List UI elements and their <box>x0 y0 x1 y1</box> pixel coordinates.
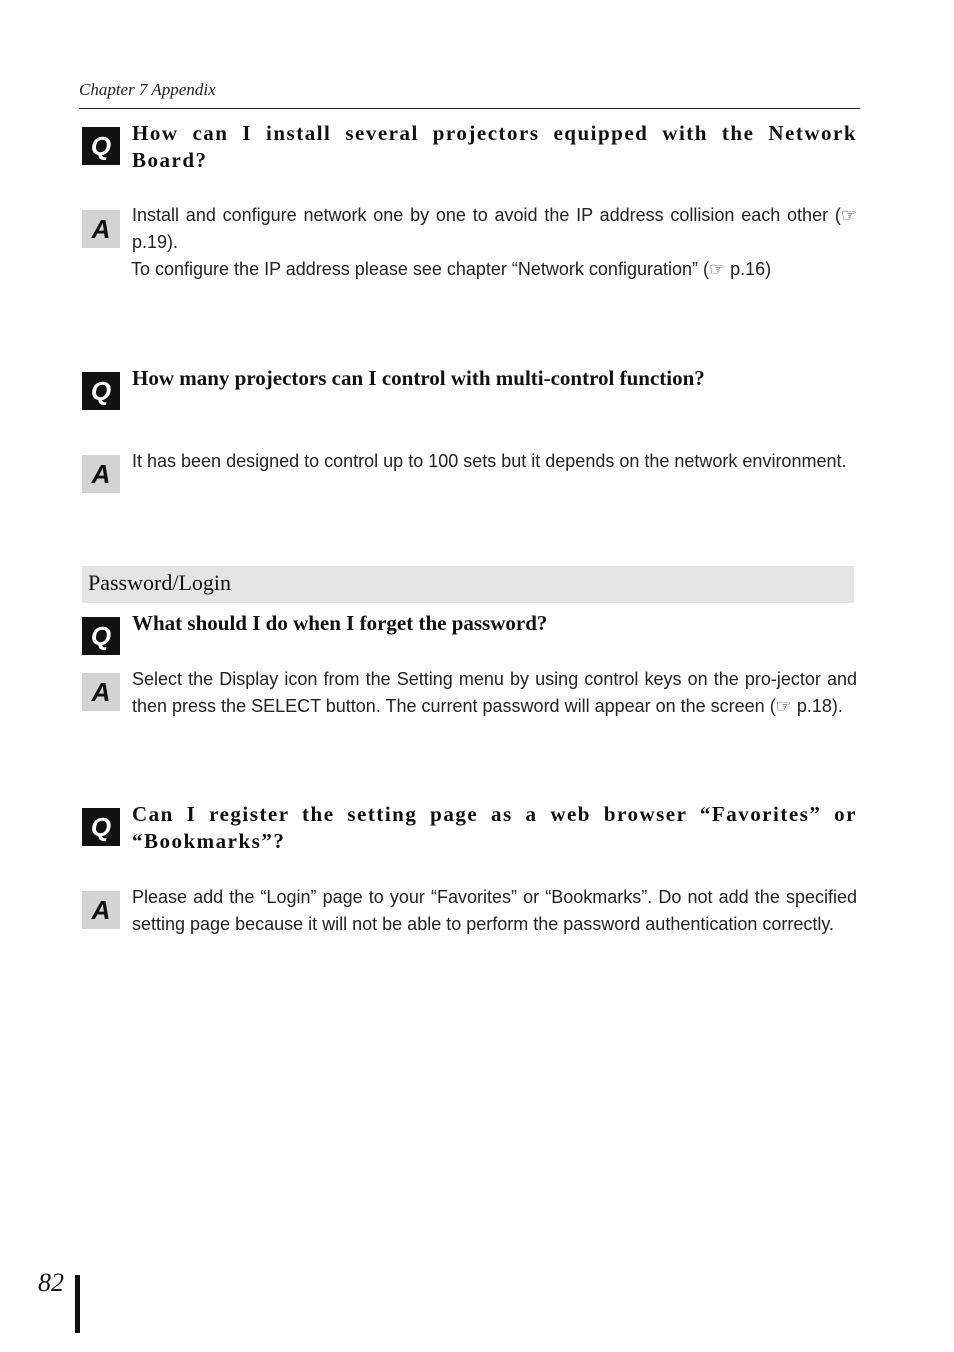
question-badge: Q <box>82 808 120 846</box>
answer-badge: A <box>82 673 120 711</box>
answer-1-line-1: Install and configure network one by one to avoid the IP address collision each other (☞ p.19). <box>132 205 857 252</box>
section-title: Password/Login <box>88 570 231 595</box>
question-3: What should I do when I forget the password? <box>132 611 548 635</box>
answer-badge: A <box>82 210 120 248</box>
answer-2: It has been designed to control up to 100 sets but it depends on the network environment. <box>132 451 847 471</box>
question-2: How many projectors can I control with multi-control function? <box>132 366 705 390</box>
chapter-header: Chapter 7 Appendix <box>79 80 216 99</box>
answer-badge: A <box>82 891 120 929</box>
answer-1-line-2: To configure the IP address please see chapter “Network configuration” (☞ p.16) <box>131 259 772 279</box>
question-1: How can I install several projectors equipped with the Network Board? <box>132 121 857 172</box>
question-badge: Q <box>82 372 120 410</box>
page-number: 82 <box>38 1268 64 1297</box>
question-badge: Q <box>82 127 120 165</box>
page-number-bar <box>75 1275 80 1333</box>
answer-badge: A <box>82 455 120 493</box>
answer-1 <box>132 202 857 283</box>
answer-4: Please add the “Login” page to your “Favorites” or “Bookmarks”. Do not add the specified setting page because it will not be able to perform the password authentication correctly. <box>132 887 857 934</box>
answer-3: Select the Display icon from the Setting menu by using control keys on the pro-jector and then press the SELECT button. The current password will appear on the screen (☞ p.18). <box>132 669 857 716</box>
question-4: Can I register the setting page as a web browser “Favorites” or “Bookmarks”? <box>132 802 857 853</box>
header-rule <box>79 108 860 109</box>
section-header <box>82 566 854 603</box>
question-badge: Q <box>82 617 120 655</box>
